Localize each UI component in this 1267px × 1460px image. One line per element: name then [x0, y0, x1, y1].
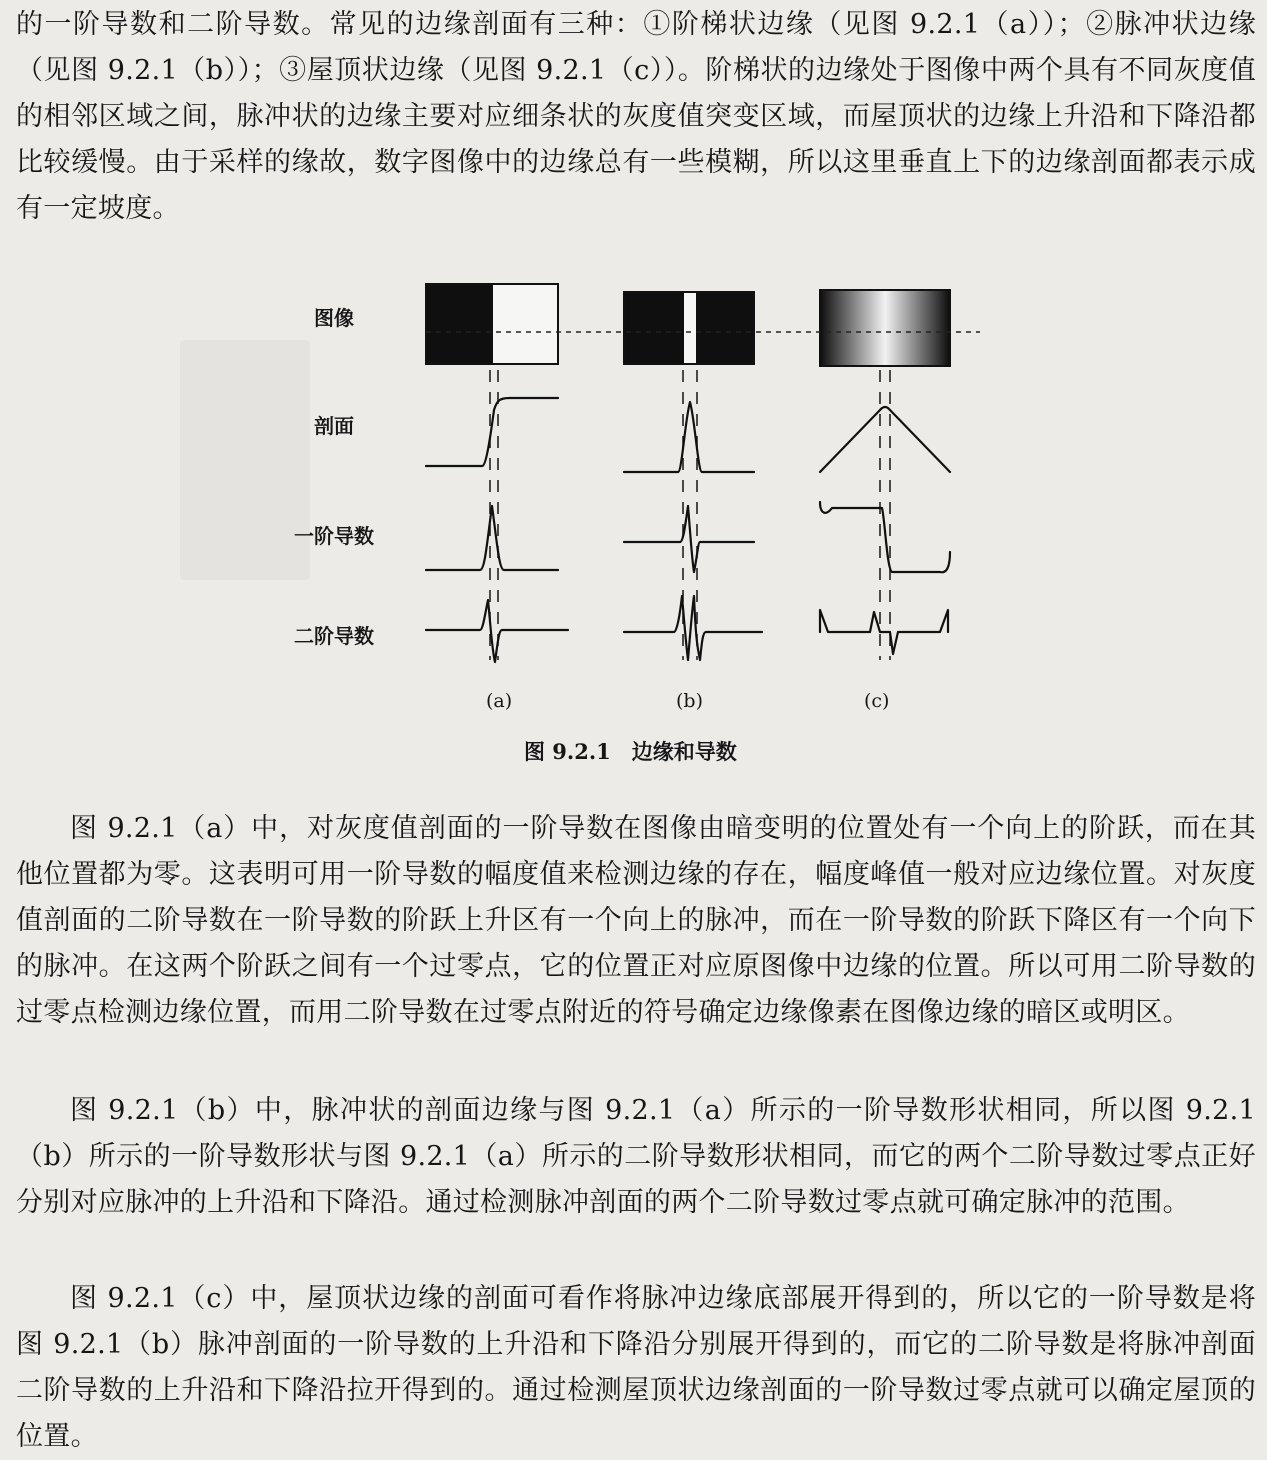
- first-deriv-a-curve: [426, 506, 558, 570]
- profile-b-curve: [624, 402, 754, 472]
- paragraph-roof-edge: 图 9.2.1（c）中，屋顶状边缘的剖面可看作将脉冲边缘底部展开得到的，所以它的一阶导数是将图 9.2.1（b）脉冲剖面的一阶导数的上升沿和下降沿分别展开得到的，而它的二阶导数是将脉冲剖面二阶导数的上升沿和下降沿拉开得到的。通过检测屋顶状边缘剖面的一阶导数过零点就可以确定屋顶的位置。: [16, 1283, 1256, 1452]
- image-b-pulse: [624, 292, 754, 364]
- paragraph-pulse-edge: 图 9.2.1（b）中，脉冲状的剖面边缘与图 9.2.1（a）所示的一阶导数形状相同，所以图 9.2.1（b）所示的一阶导数形状与图 9.2.1（a）所示的二阶导数形状相同，而它的两个二阶导数过零点正好分别对应脉冲的上升沿和下降沿。通过检测脉冲剖面的两个二阶导数过零点就可确定脉冲的范围。: [16, 1095, 1256, 1218]
- sublabel-b: (b): [676, 690, 703, 712]
- profile-c-curve: [820, 407, 950, 472]
- image-c-roof: [820, 290, 950, 366]
- paragraph-step-edge: 图 9.2.1（a）中，对灰度值剖面的一阶导数在图像由暗变明的位置处有一个向上的阶跃，而在其他位置都为零。这表明可用一阶导数的幅度值来检测边缘的存在，幅度峰值一般对应边缘位置。对灰度值剖面的二阶导数在一阶导数的阶跃上升区有一个向上的脉冲，而在一阶导数的阶跃下降区有一个向下的脉冲。在这两个阶跃之间有一个过零点，它的位置正对应原图像中边缘的位置。所以可用二阶导数的过零点检测边缘位置，而用二阶导数在过零点附近的符号确定边缘像素在图像边缘的暗区或明区。: [16, 813, 1256, 1028]
- sublabel-a: (a): [486, 690, 513, 712]
- figure-9-2-1: [180, 270, 1100, 780]
- first-deriv-c-curve: [820, 502, 950, 572]
- row-label-second-derivative: 二阶导数: [294, 624, 374, 648]
- row-label-image: 图像: [314, 306, 354, 330]
- paragraph-intro: 的一阶导数和二阶导数。常见的边缘剖面有三种：①阶梯状边缘（见图 9.2.1（a））；②脉冲状边缘（见图 9.2.1（b））；③屋顶状边缘（见图 9.2.1（c））。阶梯状的边缘处于图像中两个具有不同灰度值的相邻区域之间，脉冲状的边缘主要对应细条状的灰度值突变区域，而屋顶状的边缘上升沿和下降沿都比较缓慢。由于采样的缘故，数字图像中的边缘总有一些模糊，所以这里垂直上下的边缘剖面都表示成有一定坡度。: [16, 9, 1256, 224]
- second-deriv-b-curve: [624, 596, 762, 660]
- row-label-first-derivative: 一阶导数: [294, 524, 374, 548]
- second-deriv-c-curve: [820, 610, 948, 654]
- profile-a-curve: [426, 398, 558, 466]
- second-deriv-a-curve: [426, 600, 568, 662]
- row-label-profile: 剖面: [314, 414, 354, 438]
- image-a-step: [426, 284, 558, 364]
- sublabel-c: (c): [864, 690, 890, 712]
- figure-caption: 图 9.2.1 边缘和导数: [524, 739, 737, 764]
- first-deriv-b-curve: [624, 506, 754, 572]
- edge-markers: [490, 370, 890, 660]
